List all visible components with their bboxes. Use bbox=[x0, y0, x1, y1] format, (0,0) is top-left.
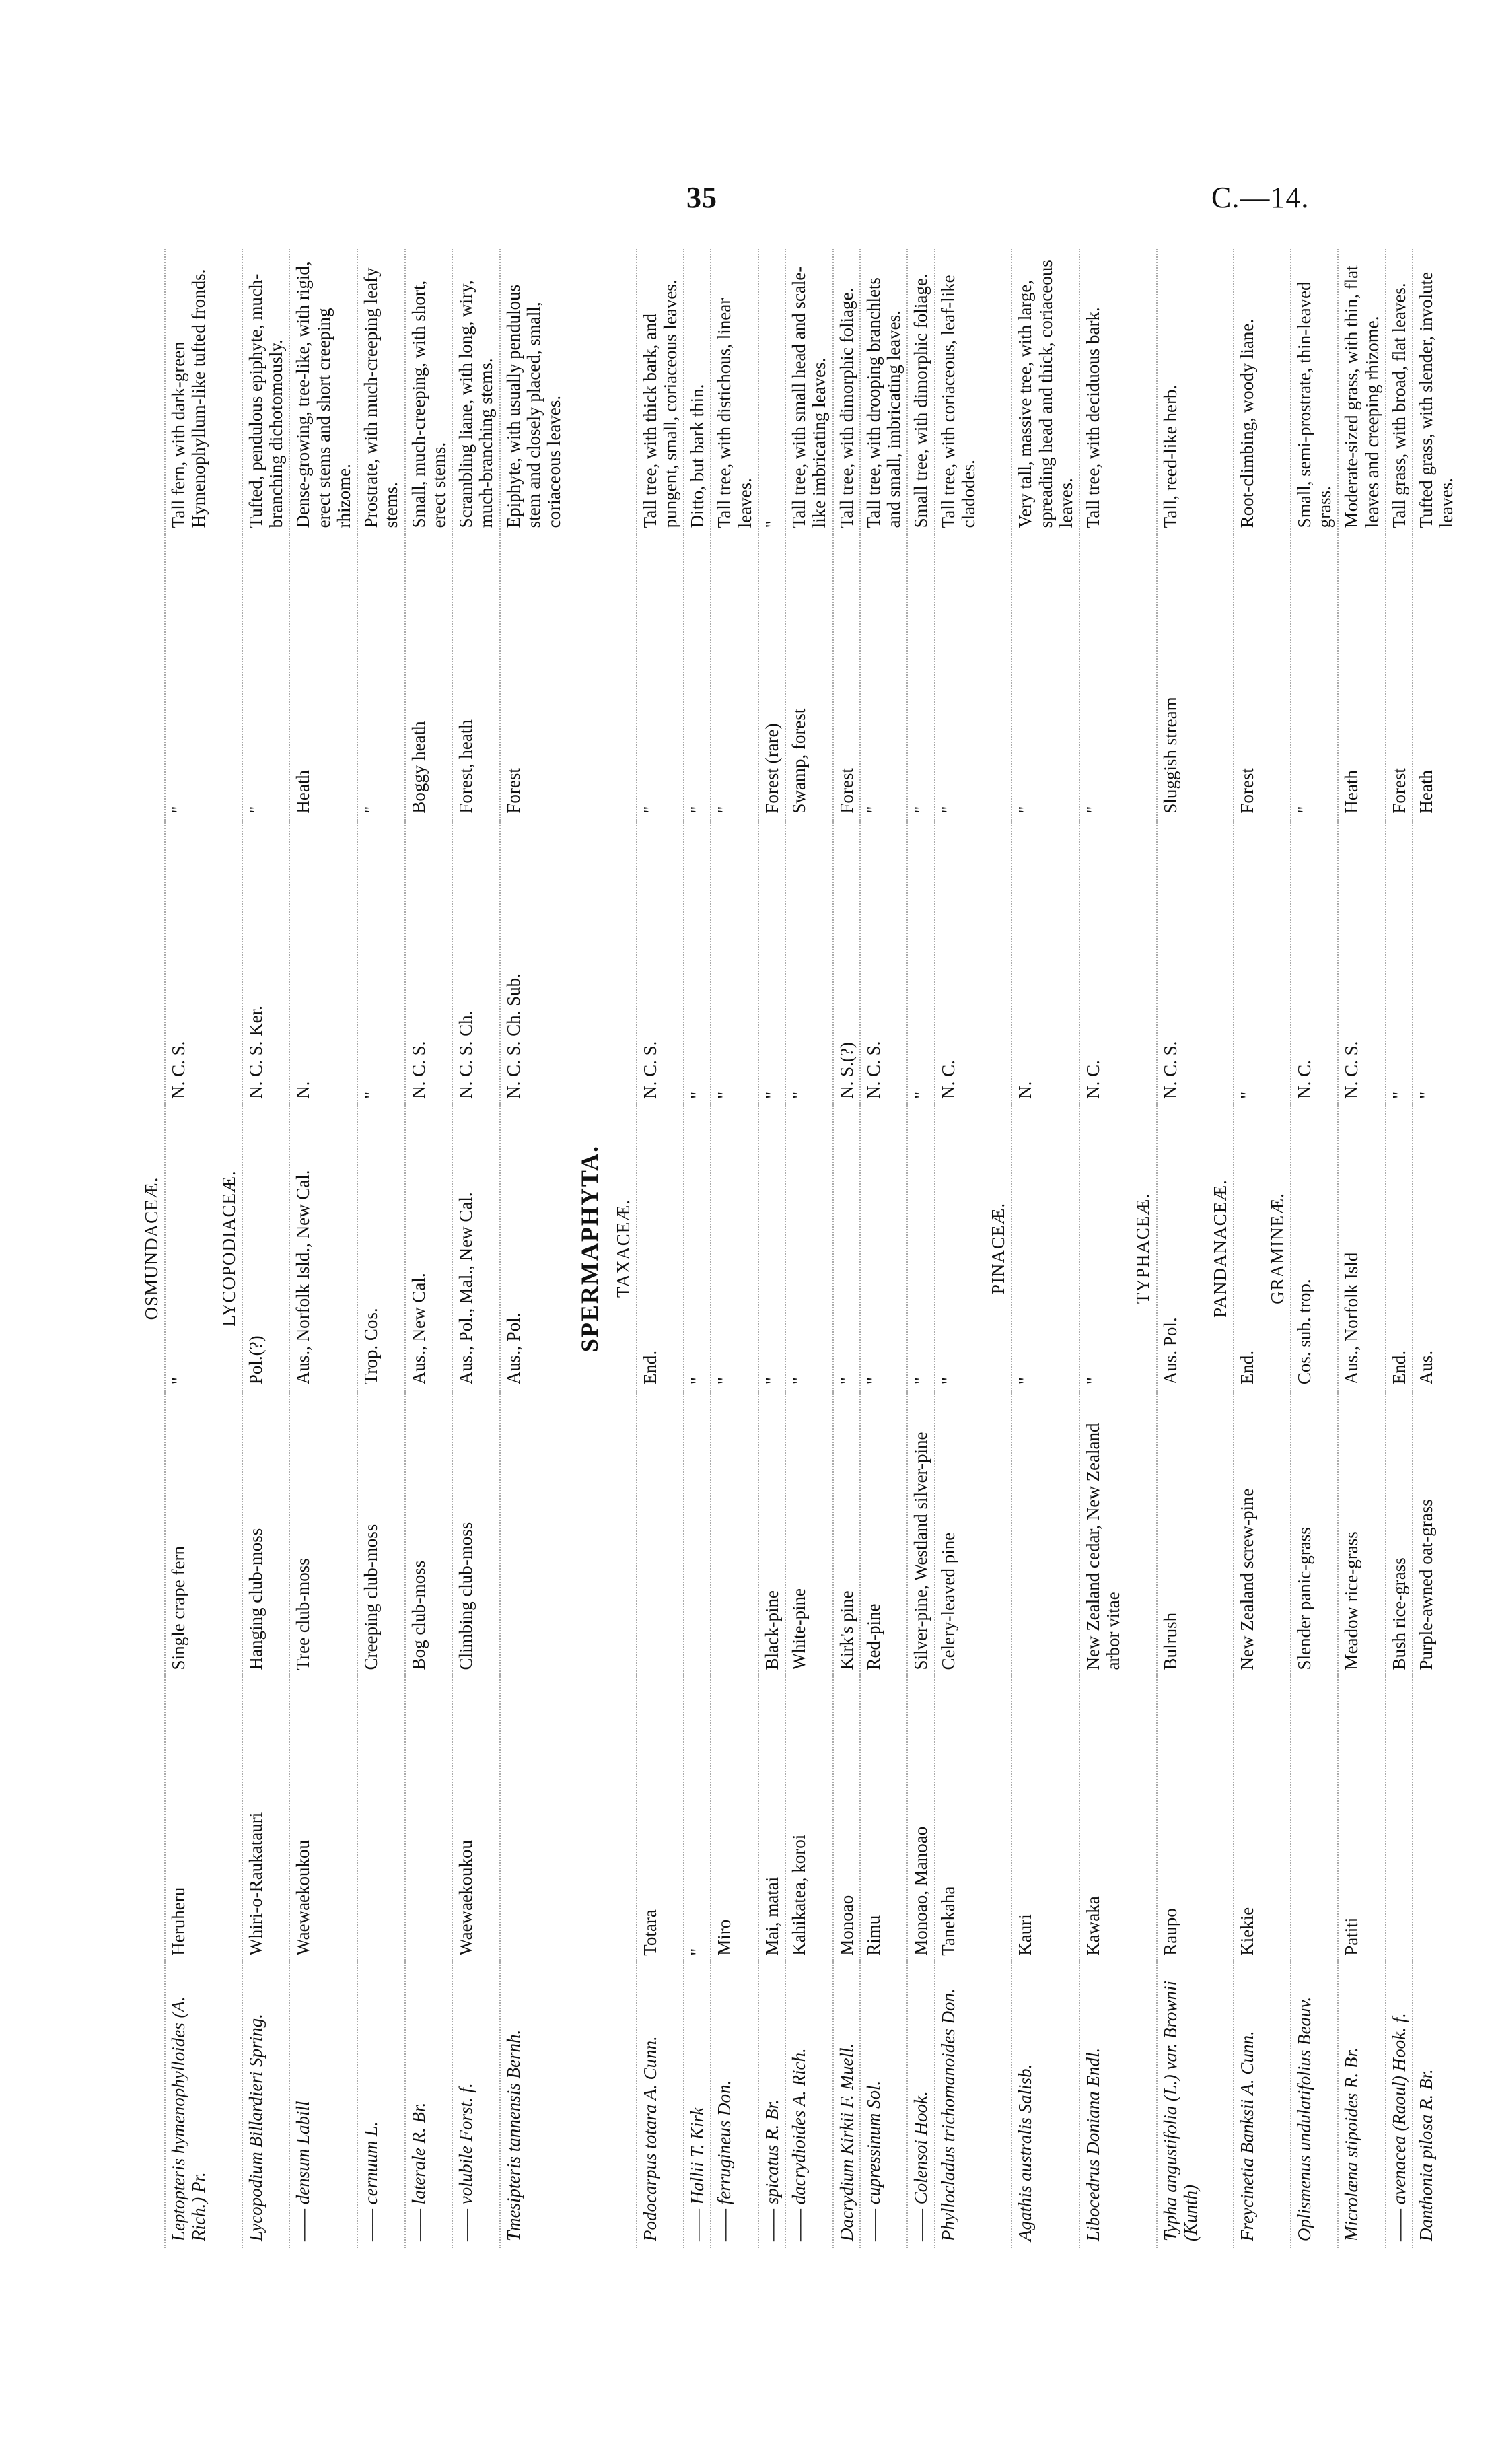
plant-row bbox=[242, 249, 289, 2248]
zones-cell: " bbox=[357, 820, 404, 1106]
maori-name-cell: Kiekie bbox=[1234, 1677, 1260, 1962]
growth-form-cell: Very tall, massive tree, with large, spreading head and thick, coriaceous leaves. bbox=[1011, 249, 1079, 534]
habitat-cell: " bbox=[1291, 534, 1338, 820]
zones-cell: N. C. bbox=[935, 820, 981, 1106]
growth-form-cell: Small tree, with dimorphic foliage. bbox=[907, 249, 934, 534]
english-name-cell: Slender panic-grass bbox=[1291, 1391, 1338, 1677]
maori-name-cell: Patiti bbox=[1338, 1677, 1385, 1962]
plant-row bbox=[1079, 249, 1126, 2248]
family-heading: PANDANACEÆ. bbox=[1210, 1179, 1231, 1318]
botanical-name-cell: Oplismenus undulatifolius Beauv. bbox=[1291, 1963, 1338, 2248]
flora-table-body bbox=[135, 249, 1460, 2248]
maori-name-cell bbox=[405, 1677, 452, 1962]
zones-cell: N. C. S. bbox=[1157, 820, 1203, 1106]
maori-name-cell: " bbox=[684, 1677, 711, 1962]
distribution-cell: Aus. Pol. bbox=[1157, 1106, 1203, 1391]
maori-name-cell: Rimu bbox=[860, 1677, 907, 1962]
maori-name-cell bbox=[1413, 1677, 1459, 1962]
family-heading-row bbox=[1260, 249, 1291, 2248]
distribution-cell: " bbox=[785, 1106, 832, 1391]
plant-row bbox=[684, 249, 711, 2248]
habitat-cell: Boggy heath bbox=[405, 534, 452, 820]
maori-name-cell: Mai, matai bbox=[758, 1677, 785, 1962]
zones-cell: N. S.(?) bbox=[833, 820, 860, 1106]
flora-table bbox=[135, 249, 1460, 2248]
zones-cell: N. C. S. bbox=[637, 820, 684, 1106]
zones-cell: N. bbox=[1011, 820, 1079, 1106]
botanical-name-cell: —— ferrugineus Don. bbox=[711, 1963, 758, 2248]
english-name-cell: Bulrush bbox=[1157, 1391, 1203, 1677]
growth-form-cell: Tall tree, with drooping branchlets and small, imbricating leaves. bbox=[860, 249, 907, 534]
family-heading-row bbox=[606, 249, 637, 2248]
distribution-cell: Pol.(?) bbox=[242, 1106, 289, 1391]
plant-row bbox=[711, 249, 758, 2248]
family-heading-row bbox=[1203, 249, 1234, 2248]
habitat-cell: Forest bbox=[1386, 534, 1413, 820]
english-name-cell bbox=[1011, 1391, 1079, 1677]
habitat-cell: Forest (rare) bbox=[758, 534, 785, 820]
maori-name-cell bbox=[1386, 1677, 1413, 1962]
family-heading: GRAMINEÆ. bbox=[1267, 1193, 1287, 1304]
maori-name-cell: Waewaekoukou bbox=[452, 1677, 499, 1962]
growth-form-cell: Tall fern, with dark-green Hymenophyllum-like tufted fronds. bbox=[165, 249, 211, 534]
botanical-name-cell: Libocedrus Doniana Endl. bbox=[1079, 1963, 1126, 2248]
zones-cell: N. C. S. bbox=[405, 820, 452, 1106]
distribution-cell: " bbox=[711, 1106, 758, 1391]
botanical-name-cell: Leptopteris hymenophylloides (A. Rich.) Pr. bbox=[165, 1963, 211, 2248]
maori-name-cell: Miro bbox=[711, 1677, 758, 1962]
growth-form-cell: Root-climbing, woody liane. bbox=[1234, 249, 1260, 534]
distribution-cell: " bbox=[165, 1106, 211, 1391]
plant-row bbox=[405, 249, 452, 2248]
growth-form-cell: Tall grass, with broad, flat leaves. bbox=[1386, 249, 1413, 534]
distribution-cell: Aus., New Cal. bbox=[405, 1106, 452, 1391]
botanical-name-cell: —— cernuum L. bbox=[357, 1963, 404, 2248]
division-heading-row bbox=[567, 249, 606, 2248]
english-name-cell: Single crape fern bbox=[165, 1391, 211, 1677]
habitat-cell: Heath bbox=[1338, 534, 1385, 820]
plant-row bbox=[758, 249, 785, 2248]
distribution-cell: " bbox=[1011, 1106, 1079, 1391]
maori-name-cell: Kahikatea, koroi bbox=[785, 1677, 832, 1962]
habitat-cell: " bbox=[1011, 534, 1079, 820]
maori-name-cell: Raupo bbox=[1157, 1677, 1203, 1962]
maori-name-cell bbox=[357, 1677, 404, 1962]
botanical-name-cell: Dacrydium Kirkii F. Muell. bbox=[833, 1963, 860, 2248]
plant-row bbox=[1338, 249, 1385, 2248]
distribution-cell: Cos. sub. trop. bbox=[1291, 1106, 1338, 1391]
growth-form-cell: Epiphyte, with usually pendulous stem and closely placed, small, coriaceous leaves. bbox=[500, 249, 567, 534]
zones-cell: " bbox=[907, 820, 934, 1106]
habitat-cell: " bbox=[907, 534, 934, 820]
english-name-cell bbox=[500, 1391, 567, 1677]
habitat-cell: Forest bbox=[1234, 534, 1260, 820]
habitat-cell: " bbox=[860, 534, 907, 820]
habitat-cell: Swamp, forest bbox=[785, 534, 832, 820]
habitat-cell: " bbox=[935, 534, 981, 820]
growth-form-cell: Small, much-creeping, with short, erect stems. bbox=[405, 249, 452, 534]
distribution-cell: End. bbox=[1386, 1106, 1413, 1391]
zones-cell: N. C. bbox=[1079, 820, 1126, 1106]
maori-name-cell: Whiri-o-Raukatauri bbox=[242, 1677, 289, 1962]
zones-cell: N. C. S. Ch. Sub. bbox=[500, 820, 567, 1106]
english-name-cell: Black-pine bbox=[758, 1391, 785, 1677]
botanical-name-cell: Typha angustifolia (L.) var. Brownii (Kunth) bbox=[1157, 1963, 1203, 2248]
plant-row bbox=[1157, 249, 1203, 2248]
botanical-name-cell: Phyllocladus trichomanoides Don. bbox=[935, 1963, 981, 2248]
zones-cell: " bbox=[1386, 820, 1413, 1106]
zones-cell: " bbox=[785, 820, 832, 1106]
zones-cell: N. C. bbox=[1291, 820, 1338, 1106]
distribution-cell: " bbox=[907, 1106, 934, 1391]
english-name-cell bbox=[711, 1391, 758, 1677]
english-name-cell: Silver-pine, Westland silver-pine bbox=[907, 1391, 934, 1677]
plant-row bbox=[1386, 249, 1413, 2248]
plant-row bbox=[289, 249, 357, 2248]
habitat-cell: Sluggish stream bbox=[1157, 534, 1203, 820]
division-heading: SPERMAPHYTA. bbox=[576, 1144, 604, 1353]
distribution-cell: " bbox=[684, 1106, 711, 1391]
habitat-cell: " bbox=[165, 534, 211, 820]
botanical-name-cell: Agathis australis Salisb. bbox=[1011, 1963, 1079, 2248]
growth-form-cell: Prostrate, with much-creeping leafy stems. bbox=[357, 249, 404, 534]
maori-name-cell bbox=[1291, 1677, 1338, 1962]
growth-form-cell: Tall tree, with deciduous bark. bbox=[1079, 249, 1126, 534]
english-name-cell: Climbing club-moss bbox=[452, 1391, 499, 1677]
maori-name-cell: Kawaka bbox=[1079, 1677, 1126, 1962]
english-name-cell: Red-pine bbox=[860, 1391, 907, 1677]
growth-form-cell: Ditto, but bark thin. bbox=[684, 249, 711, 534]
maori-name-cell: Monoao bbox=[833, 1677, 860, 1962]
maori-name-cell: Kauri bbox=[1011, 1677, 1079, 1962]
distribution-cell: " bbox=[833, 1106, 860, 1391]
english-name-cell: Hanging club-moss bbox=[242, 1391, 289, 1677]
english-name-cell bbox=[684, 1391, 711, 1677]
botanical-name-cell: Microlæna stipoides R. Br. bbox=[1338, 1963, 1385, 2248]
botanical-name-cell: —— Hallii T. Kirk bbox=[684, 1963, 711, 2248]
zones-cell: " bbox=[684, 820, 711, 1106]
growth-form-cell: Tall tree, with thick bark, and pungent, small, coriaceous leaves. bbox=[637, 249, 684, 534]
maori-name-cell bbox=[500, 1677, 567, 1962]
maori-name-cell: Tanekaha bbox=[935, 1677, 981, 1962]
plant-row bbox=[452, 249, 499, 2248]
zones-cell: N. C. S. bbox=[860, 820, 907, 1106]
plant-row bbox=[357, 249, 404, 2248]
plant-row bbox=[1011, 249, 1079, 2248]
english-name-cell: Meadow rice-grass bbox=[1338, 1391, 1385, 1677]
habitat-cell: " bbox=[242, 534, 289, 820]
botanical-name-cell: Danthonia pilosa R. Br. bbox=[1413, 1963, 1459, 2248]
botanical-name-cell: —— dacrydioides A. Rich. bbox=[785, 1963, 832, 2248]
page-number: 35 bbox=[686, 181, 717, 214]
distribution-cell: " bbox=[1079, 1106, 1126, 1391]
growth-form-cell: Tall tree, with coriaceous, leaf-like cladodes. bbox=[935, 249, 981, 534]
habitat-cell: " bbox=[357, 534, 404, 820]
zones-cell: N. C. S. Ch. bbox=[452, 820, 499, 1106]
zones-cell: N. bbox=[289, 820, 357, 1106]
zones-cell: " bbox=[1234, 820, 1260, 1106]
english-name-cell: Bush rice-grass bbox=[1386, 1391, 1413, 1677]
maori-name-cell: Heruheru bbox=[165, 1677, 211, 1962]
english-name-cell: Tree club-moss bbox=[289, 1391, 357, 1677]
growth-form-cell: Tufted grass, with slender, involute leaves. bbox=[1413, 249, 1459, 534]
growth-form-cell: Tall, reed-like herb. bbox=[1157, 249, 1203, 534]
plant-row bbox=[935, 249, 981, 2248]
family-heading: TAXACEÆ. bbox=[612, 1199, 633, 1298]
botanical-name-cell: Tmesipteris tannensis Bernh. bbox=[500, 1963, 567, 2248]
zones-cell: N. C. S. Ker. bbox=[242, 820, 289, 1106]
growth-form-cell: Tall tree, with dimorphic foliage. bbox=[833, 249, 860, 534]
family-heading-row bbox=[212, 249, 242, 2248]
botanical-name-cell: —— volubile Forst. f. bbox=[452, 1963, 499, 2248]
botanical-name-cell: —— laterale R. Br. bbox=[405, 1963, 452, 2248]
habitat-cell: Heath bbox=[1413, 534, 1459, 820]
family-heading-row bbox=[981, 249, 1011, 2248]
english-name-cell bbox=[637, 1391, 684, 1677]
habitat-cell: " bbox=[711, 534, 758, 820]
family-heading-row bbox=[135, 249, 165, 2248]
distribution-cell: Aus., Norfolk Isld bbox=[1338, 1106, 1385, 1391]
botanical-name-cell: Lycopodium Billardieri Spring. bbox=[242, 1963, 289, 2248]
english-name-cell: New Zealand cedar, New Zealand arbor vitae bbox=[1079, 1391, 1126, 1677]
page-code: C.—14. bbox=[1211, 181, 1310, 214]
zones-cell: " bbox=[758, 820, 785, 1106]
habitat-cell: Forest, heath bbox=[452, 534, 499, 820]
zones-cell: N. C. S. bbox=[165, 820, 211, 1106]
plant-row bbox=[1413, 249, 1459, 2248]
family-heading: PINACEÆ. bbox=[988, 1202, 1009, 1295]
distribution-cell: End. bbox=[637, 1106, 684, 1391]
botanical-name-cell: —— avenacea (Raoul) Hook. f. bbox=[1386, 1963, 1413, 2248]
botanical-name-cell: —— Colensoi Hook. bbox=[907, 1963, 934, 2248]
habitat-cell: " bbox=[684, 534, 711, 820]
plant-row bbox=[1234, 249, 1260, 2248]
english-name-cell: Celery-leaved pine bbox=[935, 1391, 981, 1677]
habitat-cell: Forest bbox=[833, 534, 860, 820]
english-name-cell: Bog club-moss bbox=[405, 1391, 452, 1677]
distribution-cell: " bbox=[758, 1106, 785, 1391]
family-heading: TYPHACEÆ. bbox=[1133, 1193, 1153, 1304]
family-heading: LYCOPODIACEÆ. bbox=[218, 1170, 239, 1327]
distribution-cell: Aus., Norfolk Isld., New Cal. bbox=[289, 1106, 357, 1391]
botanical-name-cell: Freycinetia Banksii A. Cunn. bbox=[1234, 1963, 1260, 2248]
plant-row bbox=[833, 249, 860, 2248]
distribution-cell: Aus., Pol., Mal., New Cal. bbox=[452, 1106, 499, 1391]
family-heading: OSMUNDACEÆ. bbox=[141, 1176, 162, 1321]
habitat-cell: " bbox=[1079, 534, 1126, 820]
distribution-cell: End. bbox=[1234, 1106, 1260, 1391]
plant-row bbox=[500, 249, 567, 2248]
habitat-cell: " bbox=[637, 534, 684, 820]
plant-row bbox=[165, 249, 211, 2248]
growth-form-cell: Tall tree, with small head and scale-like imbricating leaves. bbox=[785, 249, 832, 534]
distribution-cell: Aus. bbox=[1413, 1106, 1459, 1391]
growth-form-cell: Scrambling liane, with long, wiry, much-branching stems. bbox=[452, 249, 499, 534]
distribution-cell: Trop. Cos. bbox=[357, 1106, 404, 1391]
habitat-cell: Heath bbox=[289, 534, 357, 820]
plant-row bbox=[785, 249, 832, 2248]
plant-row bbox=[1291, 249, 1338, 2248]
growth-form-cell: Moderate-sized grass, with thin, flat leaves and creeping rhizome. bbox=[1338, 249, 1385, 534]
english-name-cell: Kirk's pine bbox=[833, 1391, 860, 1677]
plant-row bbox=[637, 249, 684, 2248]
plant-row bbox=[907, 249, 934, 2248]
zones-cell: " bbox=[711, 820, 758, 1106]
zones-cell: N. C. S. bbox=[1338, 820, 1385, 1106]
family-heading-row bbox=[1126, 249, 1156, 2248]
growth-form-cell: Tall tree, with distichous, linear leaves. bbox=[711, 249, 758, 534]
growth-form-cell: Tufted, pendulous epiphyte, much-branching dichotomously. bbox=[242, 249, 289, 534]
english-name-cell: White-pine bbox=[785, 1391, 832, 1677]
botanical-name-cell: Podocarpus totara A. Cunn. bbox=[637, 1963, 684, 2248]
english-name-cell: Purple-awned oat-grass bbox=[1413, 1391, 1459, 1677]
maori-name-cell: Monoao, Manoao bbox=[907, 1677, 934, 1962]
growth-form-cell: Small, semi-prostrate, thin-leaved grass. bbox=[1291, 249, 1338, 534]
maori-name-cell: Totara bbox=[637, 1677, 684, 1962]
botanical-name-cell: —— spicatus R. Br. bbox=[758, 1963, 785, 2248]
botanical-name-cell: —— densum Labill bbox=[289, 1963, 357, 2248]
growth-form-cell: Dense-growing, tree-like, with rigid, erect stems and short creeping rhizome. bbox=[289, 249, 357, 534]
growth-form-cell: " bbox=[758, 249, 785, 534]
botanical-name-cell: —— cupressinum Sol. bbox=[860, 1963, 907, 2248]
plant-row bbox=[860, 249, 907, 2248]
maori-name-cell: Waewaekoukou bbox=[289, 1677, 357, 1962]
english-name-cell: Creeping club-moss bbox=[357, 1391, 404, 1677]
habitat-cell: Forest bbox=[500, 534, 567, 820]
distribution-cell: " bbox=[935, 1106, 981, 1391]
rotated-table-container bbox=[135, 249, 1457, 2248]
distribution-cell: " bbox=[860, 1106, 907, 1391]
english-name-cell: New Zealand screw-pine bbox=[1234, 1391, 1260, 1677]
distribution-cell: Aus., Pol. bbox=[500, 1106, 567, 1391]
zones-cell: " bbox=[1413, 820, 1459, 1106]
